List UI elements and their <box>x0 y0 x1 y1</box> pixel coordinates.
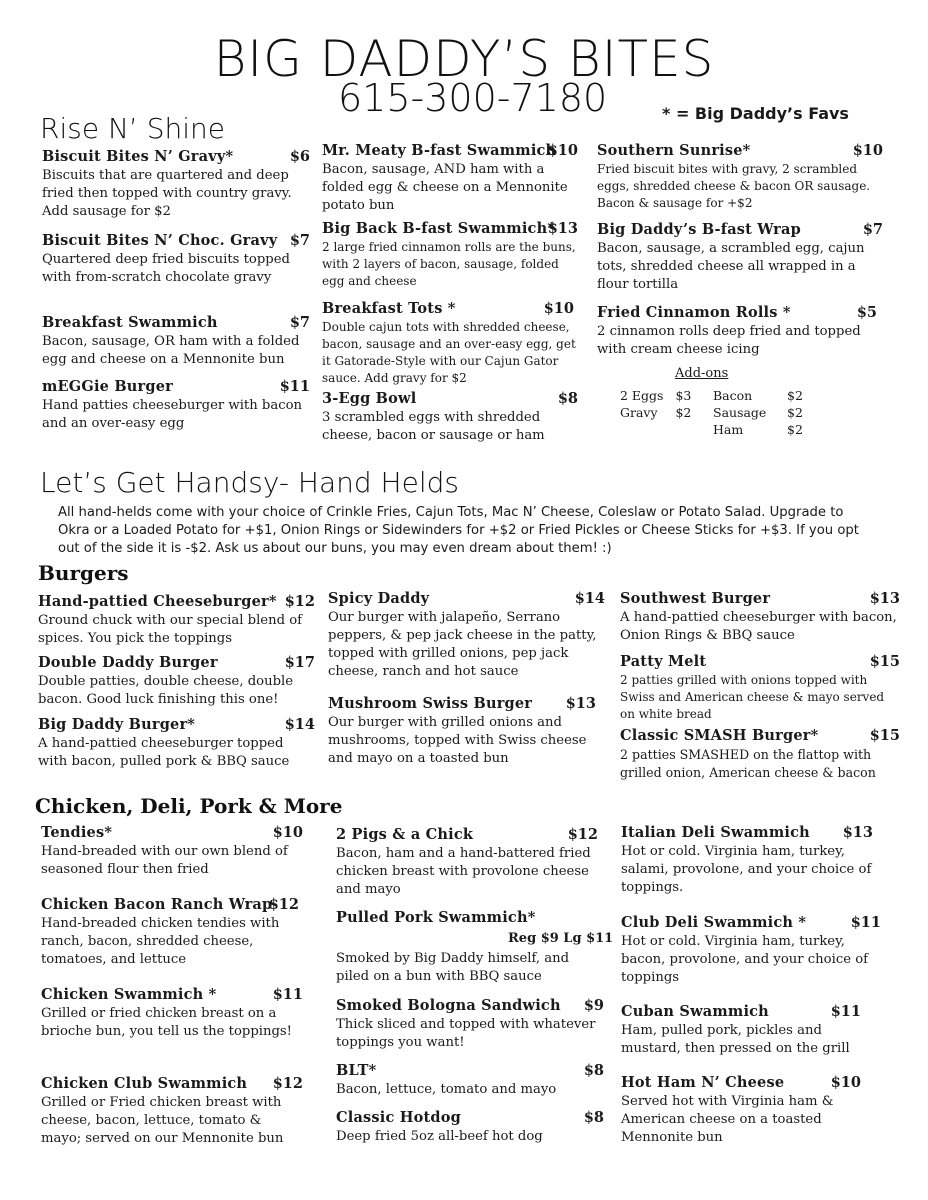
item-price: $12 <box>272 1075 303 1092</box>
menu-item <box>322 220 578 290</box>
item-name: Fried Cinnamon Rolls * <box>597 304 791 321</box>
menu-item <box>336 1109 604 1146</box>
item-name: Hot Ham N’ Cheese <box>621 1074 785 1091</box>
menu-item <box>336 997 604 1052</box>
item-name: Big Daddy Burger* <box>38 716 196 733</box>
item-desc: Bacon, sausage, a scrambled egg, cajun tots, shredded cheese all wrapped in a flour tortilla <box>597 241 865 292</box>
item-name: Patty Melt <box>620 653 707 670</box>
item-name: Chicken Club Swammich <box>41 1075 248 1092</box>
item-price: $10 <box>830 1074 861 1091</box>
item-name: Big Daddy’s B-fast Wrap <box>597 221 801 238</box>
item-price: $12 <box>284 593 315 610</box>
addon-price: $3 <box>675 388 692 403</box>
item-price: $10 <box>547 142 578 159</box>
item-price: $9 <box>583 997 604 1014</box>
item-price: $8 <box>583 1109 604 1126</box>
item-desc: Grilled or Fried chicken breast with cheese, bacon, lettuce, tomato & mayo; served on our Mennonite bun <box>41 1095 284 1146</box>
item-price: $13 <box>842 824 873 841</box>
addons-left <box>620 388 695 422</box>
pulled-pork-price: Reg $9 Lg $11 <box>508 931 614 946</box>
item-desc: Fried biscuit bites with gravy, 2 scrambled eggs, shredded cheese & bacon OR sausage. Bacon & sausage for +$2 <box>597 162 871 210</box>
item-desc: Double cajun tots with shredded cheese, bacon, sausage and an over-easy egg, get it Gatorade-Style with our Cajun Gator sauce. Add gravy for $2 <box>322 320 576 385</box>
menu-item <box>38 593 315 648</box>
item-desc: Biscuits that are quartered and deep fried then topped with country gravy. Add sausage for $2 <box>42 168 292 219</box>
item-name: Mushroom Swiss Burger <box>328 695 533 712</box>
item-name: BLT* <box>336 1062 377 1079</box>
menu-item <box>38 654 315 709</box>
item-desc: Our burger with grilled onions and mushrooms, topped with Swiss cheese and mayo on a toasted bun <box>328 715 587 766</box>
item-name: Double Daddy Burger <box>38 654 218 671</box>
menu-item <box>621 914 881 987</box>
item-name: Classic Hotdog <box>336 1109 461 1126</box>
item-name: Biscuit Bites N’ Choc. Gravy <box>42 232 278 249</box>
menu-item <box>336 1062 604 1099</box>
addon-row <box>713 388 807 405</box>
item-price: $14 <box>284 716 315 733</box>
menu-item <box>322 390 578 445</box>
item-desc: Double patties, double cheese, double bacon. Good luck finishing this one! <box>38 674 294 707</box>
item-desc: Hand patties cheeseburger with bacon and an over-easy egg <box>42 398 303 431</box>
phone-number: 615-300-7180 <box>338 76 608 120</box>
menu-item <box>41 1075 303 1148</box>
item-price: $6 <box>289 148 310 165</box>
addon-price: $2 <box>787 405 803 420</box>
menu-item <box>620 590 900 645</box>
addon-row <box>620 388 695 405</box>
item-desc: Our burger with jalapeño, Serrano peppers, & pep jack cheese in the patty, topped with grilled onions, pep jack cheese, ranch and hot sauce <box>328 610 597 679</box>
item-name: Biscuit Bites N’ Gravy* <box>42 148 234 165</box>
menu-item <box>621 1074 861 1147</box>
item-desc: Smoked by Big Daddy himself, and piled on a bun with BBQ sauce <box>336 951 570 984</box>
item-desc: Served hot with Virginia ham & American cheese on a toasted Mennonite bun <box>621 1094 834 1145</box>
item-price: $17 <box>284 654 315 671</box>
item-price: $11 <box>272 986 303 1003</box>
item-price: $15 <box>869 653 900 670</box>
item-name: Southern Sunrise* <box>597 142 751 159</box>
item-price: $11 <box>279 378 310 395</box>
item-desc: 2 cinnamon rolls deep fried and topped with cream cheese icing <box>597 324 861 357</box>
item-price: $5 <box>856 304 877 321</box>
menu-item <box>38 716 315 771</box>
item-name: Classic SMASH Burger* <box>620 727 819 744</box>
menu-item <box>328 590 605 681</box>
section-heading-handhelds: Let’s Get Handsy- Hand Helds <box>40 466 459 499</box>
item-name: Cuban Swammich <box>621 1003 769 1020</box>
item-name: Smoked Bologna Sandwich <box>336 997 561 1014</box>
item-price: $12 <box>567 826 598 843</box>
item-name: Spicy Daddy <box>328 590 430 607</box>
item-price: $8 <box>557 390 578 407</box>
addons-title: Add-ons <box>675 366 729 381</box>
item-desc: Bacon, sausage, AND ham with a folded egg & cheese on a Mennonite potato bun <box>322 162 568 213</box>
item-name: Pulled Pork Swammich* <box>336 909 536 926</box>
item-price: $11 <box>850 914 881 931</box>
addon-name: Gravy <box>620 405 658 420</box>
item-name: Italian Deli Swammich <box>621 824 810 841</box>
addon-row <box>713 405 807 422</box>
menu-item <box>621 824 873 897</box>
menu-item <box>336 909 604 986</box>
item-desc: 2 patties SMASHED on the flattop with grilled onion, American cheese & bacon <box>620 747 876 780</box>
addon-name: Sausage <box>713 405 767 420</box>
item-desc: A hand-pattied cheeseburger topped with bacon, pulled pork & BBQ sauce <box>38 736 290 769</box>
item-desc: Bacon, sausage, OR ham with a folded egg and cheese on a Mennonite bun <box>42 334 300 367</box>
item-desc: Hot or cold. Virginia ham, turkey, bacon, provolone, and your choice of toppings <box>621 934 869 985</box>
favs-note: * = Big Daddy’s Favs <box>662 104 849 123</box>
menu-item <box>42 314 310 369</box>
item-name: Hand-pattied Cheeseburger* <box>38 593 277 610</box>
section-heading-rise: Rise N’ Shine <box>40 112 225 145</box>
item-name: mEGGie Burger <box>42 378 173 395</box>
item-price: $7 <box>862 221 883 238</box>
item-name: Club Deli Swammich * <box>621 914 807 931</box>
menu-item <box>336 826 598 899</box>
item-desc: Grilled or fried chicken breast on a brioche bun, you tell us the toppings! <box>41 1006 292 1039</box>
handhelds-intro: All hand-helds come with your choice of Crinkle Fries, Cajun Tots, Mac N’ Cheese, Coleslaw or Potato Salad. Upgrade to Okra or a Loaded Potato for +$1, Onion Rings or Sidewinders for +$2 or Fried Pickles or Cheese Sticks for +$3. If you opt out of the side it is -$2. Ask us about our buns, you may even dream about them! :) <box>58 505 859 556</box>
item-name: Southwest Burger <box>620 590 771 607</box>
menu-item <box>597 142 883 212</box>
addon-row <box>713 422 807 439</box>
item-name: Breakfast Swammich <box>42 314 218 331</box>
menu-item <box>328 695 596 768</box>
item-name: Tendies* <box>41 824 113 841</box>
item-name: Chicken Bacon Ranch Wrap <box>41 896 273 913</box>
item-desc: Hand-breaded chicken tendies with ranch, bacon, shredded cheese, tomatoes, and lettuce <box>41 916 280 967</box>
item-desc: Ham, pulled pork, pickles and mustard, then pressed on the grill <box>621 1023 850 1056</box>
item-price: $13 <box>547 220 578 237</box>
menu-item <box>42 378 310 433</box>
item-name: Big Back B-fast Swammich* <box>322 220 556 237</box>
item-price: $13 <box>869 590 900 607</box>
menu-item <box>42 148 310 221</box>
item-desc: 2 large fried cinnamon rolls are the buns, with 2 layers of bacon, sausage, folded egg and cheese <box>322 240 576 288</box>
item-price: $7 <box>289 314 310 331</box>
item-desc: Bacon, ham and a hand-battered fried chicken breast with provolone cheese and mayo <box>336 846 591 897</box>
item-name: Chicken Swammich * <box>41 986 217 1003</box>
item-price: $15 <box>869 727 900 744</box>
item-name: 3-Egg Bowl <box>322 390 417 407</box>
menu-item <box>41 986 303 1041</box>
item-price: $7 <box>289 232 310 249</box>
item-desc: A hand-pattied cheeseburger with bacon, Onion Rings & BBQ sauce <box>620 610 897 643</box>
item-price: $10 <box>852 142 883 159</box>
menu-item <box>41 824 303 879</box>
item-desc: Quartered deep fried biscuits topped with from-scratch chocolate gravy <box>42 252 290 285</box>
addon-price: $2 <box>787 422 803 437</box>
item-name: 2 Pigs & a Chick <box>336 826 474 843</box>
item-desc: Deep fried 5oz all-beef hot dog <box>336 1129 543 1144</box>
item-price: $13 <box>565 695 596 712</box>
item-price: $8 <box>583 1062 604 1079</box>
section-heading-chicken: Chicken, Deli, Pork & More <box>35 794 343 818</box>
item-desc: Thick sliced and topped with whatever toppings you want! <box>336 1017 596 1050</box>
item-price: $10 <box>543 300 574 317</box>
item-desc: Bacon, lettuce, tomato and mayo <box>336 1082 557 1097</box>
menu-item <box>620 653 900 723</box>
item-price: $12 <box>268 896 299 913</box>
addon-name: 2 Eggs <box>620 388 664 403</box>
menu-item <box>322 142 578 215</box>
menu-item <box>597 304 883 359</box>
item-price: $10 <box>272 824 303 841</box>
addon-price: $2 <box>675 405 692 420</box>
addon-row <box>620 405 695 422</box>
item-price: $11 <box>830 1003 861 1020</box>
menu-item <box>322 300 578 387</box>
menu-item <box>620 727 900 782</box>
menu-item <box>621 1003 861 1058</box>
section-heading-burgers: Burgers <box>38 561 129 585</box>
addon-price: $2 <box>787 388 803 403</box>
item-price: $14 <box>574 590 605 607</box>
item-name: Breakfast Tots * <box>322 300 456 317</box>
addons-right <box>713 388 807 439</box>
item-desc: Ground chuck with our special blend of spices. You pick the toppings <box>38 613 303 646</box>
item-desc: Hand-breaded with our own blend of seasoned flour then fried <box>41 844 288 877</box>
item-desc: 3 scrambled eggs with shredded cheese, bacon or sausage or ham <box>322 410 545 443</box>
addon-name: Bacon <box>713 388 753 403</box>
addon-name: Ham <box>713 422 744 437</box>
menu-item <box>42 232 310 287</box>
restaurant-title: BIG DADDY’S BITES <box>213 30 715 88</box>
menu-item <box>597 221 883 294</box>
item-name: Mr. Meaty B-fast Swammich <box>322 142 557 159</box>
item-desc: 2 patties grilled with onions topped with Swiss and American cheese & mayo served on white bread <box>620 673 885 721</box>
item-desc: Hot or cold. Virginia ham, turkey, salami, provolone, and your choice of toppings. <box>621 844 872 895</box>
menu-item <box>41 896 299 969</box>
